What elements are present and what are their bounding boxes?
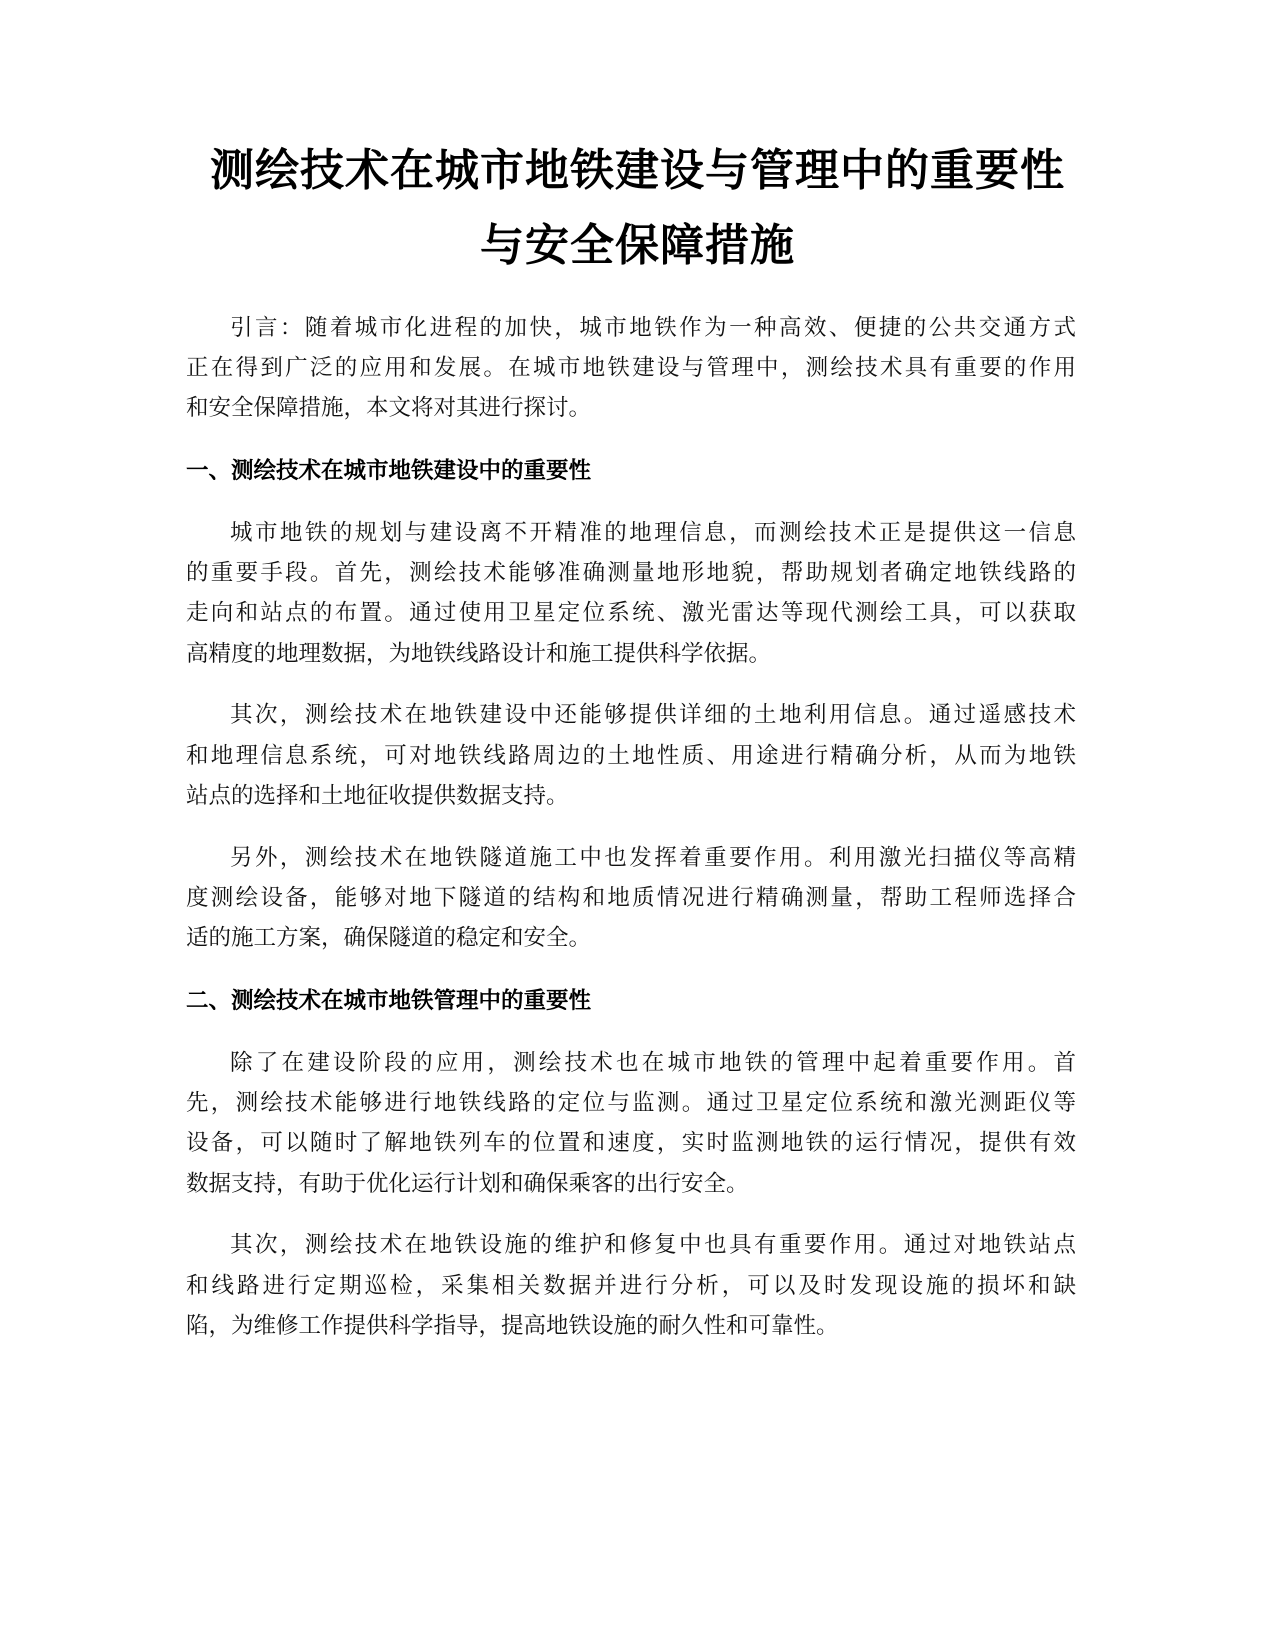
paragraph-line: 其次，测绘技术在地铁建设中还能够提供详细的土地利用信息。通过遥感技术 (230, 702, 1076, 728)
paragraph-line: 适的施工方案，确保隧道的稳定和安全。 (186, 925, 592, 951)
paragraph-line: 另外，测绘技术在地铁隧道施工中也发挥着重要作用。利用激光扫描仪等高精 (230, 845, 1076, 871)
paragraph-line: 和地理信息系统，可对地铁线路周边的土地性质、用途进行精确分析，从而为地铁 (186, 743, 1076, 769)
paragraph-line: 其次，测绘技术在地铁设施的维护和修复中也具有重要作用。通过对地铁站点 (230, 1232, 1076, 1258)
paragraph-line: 高精度的地理数据，为地铁线路设计和施工提供科学依据。 (186, 641, 772, 667)
paragraph-line: 先，测绘技术能够进行地铁线路的定位与监测。通过卫星定位系统和激光测距仪等 (186, 1090, 1076, 1116)
intro-line: 引言：随着城市化进程的加快，城市地铁作为一种高效、便捷的公共交通方式 (230, 315, 1076, 341)
intro-line: 正在得到广泛的应用和发展。在城市地铁建设与管理中，测绘技术具有重要的作用 (186, 355, 1076, 381)
paragraph-line: 和线路进行定期巡检，采集相关数据并进行分析，可以及时发现设施的损坏和缺 (186, 1273, 1076, 1299)
intro-line: 和安全保障措施，本文将对其进行探讨。 (186, 395, 592, 421)
paragraph-line: 城市地铁的规划与建设离不开精准的地理信息，而测绘技术正是提供这一信息 (230, 520, 1076, 546)
paragraph-line: 陷，为维修工作提供科学指导，提高地铁设施的耐久性和可靠性。 (186, 1313, 839, 1339)
page-title-line-1: 测绘技术在城市地铁建设与管理中的重要性 (210, 145, 1065, 196)
paragraph-line: 度测绘设备，能够对地下隧道的结构和地质情况进行精确测量，帮助工程师选择合 (186, 885, 1076, 911)
section-heading: 二、测绘技术在城市地铁管理中的重要性 (186, 988, 592, 1014)
paragraph-line: 数据支持，有助于优化运行计划和确保乘客的出行安全。 (186, 1171, 749, 1197)
paragraph-line: 走向和站点的布置。通过使用卫星定位系统、激光雷达等现代测绘工具，可以获取 (186, 600, 1076, 626)
section-heading: 一、测绘技术在城市地铁建设中的重要性 (186, 458, 592, 484)
paragraph-line: 设备，可以随时了解地铁列车的位置和速度，实时监测地铁的运行情况，提供有效 (186, 1130, 1076, 1156)
paragraph-line: 站点的选择和土地征收提供数据支持。 (186, 783, 569, 809)
paragraph-line: 除了在建设阶段的应用，测绘技术也在城市地铁的管理中起着重要作用。首 (230, 1050, 1076, 1076)
paragraph-line: 的重要手段。首先，测绘技术能够准确测量地形地貌，帮助规划者确定地铁线路的 (186, 560, 1076, 586)
page-title-line-2: 与安全保障措施 (480, 220, 795, 271)
